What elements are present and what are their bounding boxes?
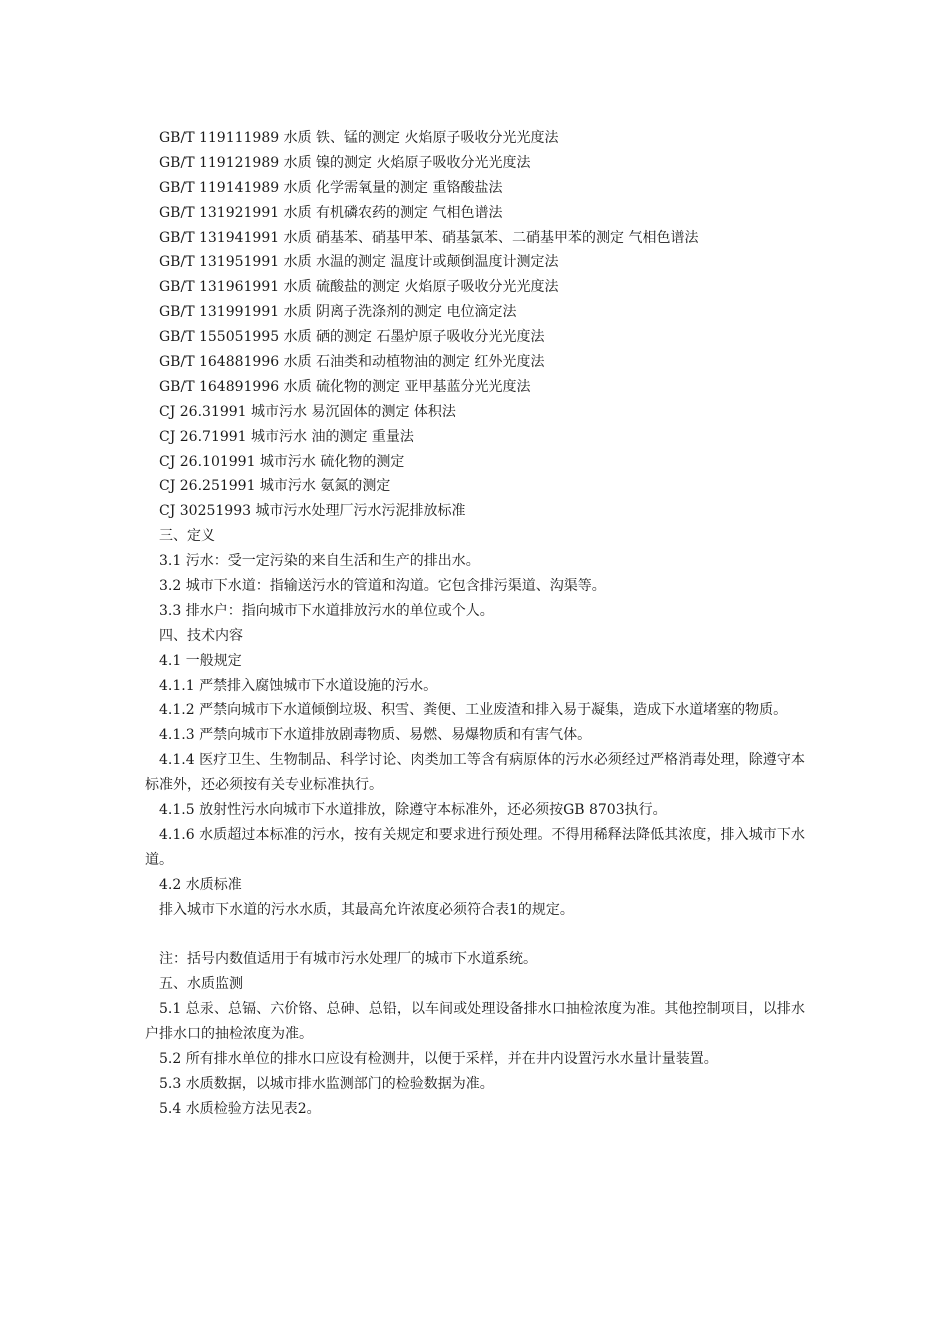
monitoring-item: 5.4 水质检验方法见表2。 (159, 1100, 321, 1117)
rule-item: 4.1.5 放射性污水向城市下水道排放，除遵守本标准外，还必须按GB 8703执行。 (159, 802, 667, 819)
definition-item: 3.1 污水：受一定污染的来自生活和生产的排出水。 (159, 553, 480, 570)
table-note: 注：括号内数值适用于有城市污水处理厂的城市下水道系统。 (159, 951, 537, 968)
standard-ref: GB/T 131991991 水质 阴离子洗涤剂的测定 电位滴定法 (159, 304, 517, 321)
standard-ref: GB/T 131921991 水质 有机磷农药的测定 气相色谱法 (159, 204, 503, 221)
rule-item: 4.1.2 严禁向城市下水道倾倒垃圾、积雪、粪便、工业废渣和排入易于凝集，造成下水道堵塞的物质。 (159, 702, 788, 719)
document-page (145, 126, 805, 1122)
standard-ref: GB/T 131951991 水质 水温的测定 温度计或颠倒温度计测定法 (159, 254, 559, 271)
definition-item: 3.3 排水户：指向城市下水道排放污水的单位或个人。 (159, 602, 494, 619)
standard-ref: GB/T 155051995 水质 硒的测定 石墨炉原子吸收分光光度法 (159, 329, 545, 346)
monitoring-item: 5.2 所有排水单位的排水口应设有检测井，以便于采样，并在井内设置污水水量计量装置。 (159, 1051, 718, 1068)
section-heading-definitions: 三、定义 (159, 528, 215, 545)
section-heading-technical: 四、技术内容 (159, 627, 243, 644)
water-quality-text: 排入城市下水道的污水水质，其最高允许浓度必须符合表1的规定。 (159, 901, 574, 918)
standard-ref: GB/T 119141989 水质 化学需氧量的测定 重铬酸盐法 (159, 179, 503, 196)
standard-ref: CJ 26.251991 城市污水 氨氮的测定 (159, 478, 391, 495)
standard-ref: GB/T 119121989 水质 镍的测定 火焰原子吸收分光光度法 (159, 154, 531, 171)
standard-ref: GB/T 119111989 水质 铁、锰的测定 火焰原子吸收分光光度法 (159, 130, 559, 146)
standard-ref: CJ 26.101991 城市污水 硫化物的测定 (159, 453, 405, 470)
standard-ref: CJ 26.31991 城市污水 易沉固体的测定 体积法 (159, 403, 456, 420)
monitoring-item: 5.1 总汞、总镉、六价铬、总砷、总铅，以车间或处理设备排水口抽检浓度为准。其他控制项目，以排水户排水口的抽检浓度为准。 (145, 1001, 805, 1043)
rule-item: 4.1.6 水质超过本标准的污水，按有关规定和要求进行预处理。不得用稀释法降低其浓度，排入城市下水道。 (145, 826, 805, 868)
monitoring-item: 5.3 水质数据，以城市排水监测部门的检验数据为准。 (159, 1075, 494, 1092)
subsection-heading-general: 4.1 一般规定 (159, 652, 242, 669)
rule-item: 4.1.3 严禁向城市下水道排放剧毒物质、易燃、易爆物质和有害气体。 (159, 727, 592, 744)
section-heading-monitoring: 五、水质监测 (159, 976, 243, 993)
standard-ref: GB/T 164881996 水质 石油类和动植物油的测定 红外光度法 (159, 354, 545, 371)
standard-ref: GB/T 131961991 水质 硫酸盐的测定 火焰原子吸收分光光度法 (159, 279, 559, 296)
definition-item: 3.2 城市下水道：指输送污水的管道和沟道。它包含排污渠道、沟渠等。 (159, 578, 606, 595)
standard-ref: GB/T 131941991 水质 硝基苯、硝基甲苯、硝基氯苯、二硝基甲苯的测定 气相色谱法 (159, 229, 699, 246)
subsection-heading-water-quality: 4.2 水质标准 (159, 876, 242, 893)
standard-ref: CJ 30251993 城市污水处理厂污水污泥排放标准 (159, 503, 466, 520)
rule-item: 4.1.4 医疗卫生、生物制品、科学讨论、肉类加工等含有病原体的污水必须经过严格消毒处理，除遵守本标准外，还必须按有关专业标准执行。 (145, 752, 805, 794)
standard-ref: GB/T 164891996 水质 硫化物的测定 亚甲基蓝分光光度法 (159, 378, 531, 395)
rule-item: 4.1.1 严禁排入腐蚀城市下水道设施的污水。 (159, 677, 438, 694)
standard-ref: CJ 26.71991 城市污水 油的测定 重量法 (159, 428, 414, 445)
spacer (145, 923, 805, 948)
